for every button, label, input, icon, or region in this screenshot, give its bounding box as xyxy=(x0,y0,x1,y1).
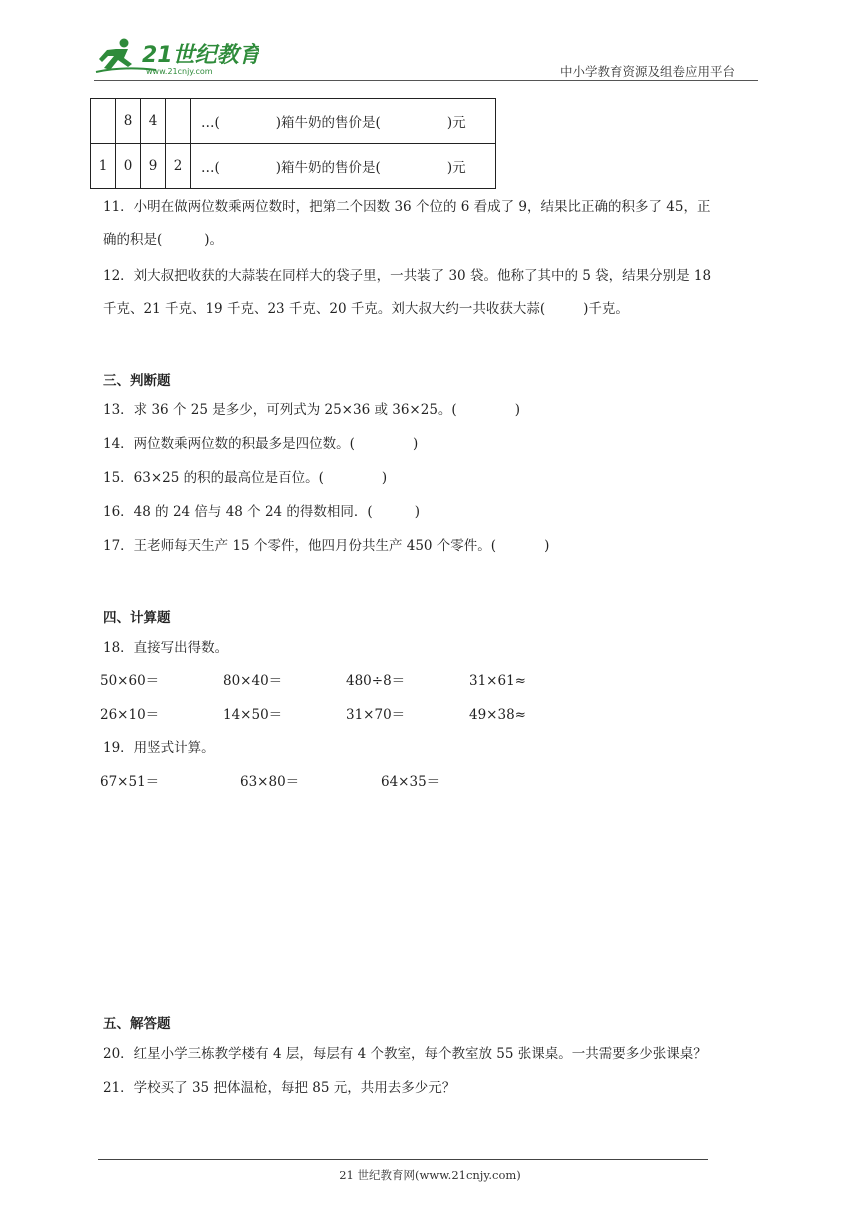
question-21: 21．学校买了 35 把体温枪，每把 85 元，共用去多少元？ xyxy=(103,1080,456,1096)
q16-text: 16．48 的 24 倍与 48 个 24 的得数相同．( xyxy=(103,504,373,520)
question-11-line2 xyxy=(103,234,223,248)
q14-text: 14．两位数乘两位数的积最多是四位数。( xyxy=(103,436,355,452)
calc-item: 31×61≈ xyxy=(469,673,526,689)
vertical-calc-item: 64×35＝ xyxy=(381,774,441,790)
vertical-calc-table xyxy=(90,98,496,189)
calc-item: 80×40＝ xyxy=(223,673,283,689)
digit-cell: 0 xyxy=(116,144,141,189)
logo-text: 21世纪教育 xyxy=(142,43,259,68)
question-19: 19．用竖式计算。 xyxy=(103,740,215,756)
section-3-title: 三、判断题 xyxy=(103,373,171,389)
question-18: 18．直接写出得数。 xyxy=(103,640,229,656)
digit-cell: 2 xyxy=(166,144,191,189)
answer-cell xyxy=(191,99,496,144)
platform-title: 中小学教育资源及组卷应用平台 xyxy=(560,64,736,79)
question-20: 20．红星小学三栋教学楼有 4 层，每层有 4 个教室，每个教室放 55 张课桌。一共需要多少张课桌？ xyxy=(103,1046,707,1062)
digit-cell: 8 xyxy=(116,99,141,144)
calc-item: 50×60＝ xyxy=(100,673,160,689)
calc-item: 31×70＝ xyxy=(346,707,406,723)
runner-logo-icon xyxy=(94,36,259,78)
q13-text: 13．求 36 个 25 是多少，可列式为 25×36 或 36×25。( xyxy=(103,402,457,418)
q15-text: 15．63×25 的积的最高位是百位。( xyxy=(103,470,324,486)
question-17 xyxy=(103,540,549,554)
section-4-title: 四、计算题 xyxy=(103,610,171,626)
question-13 xyxy=(103,404,520,418)
digit-cell xyxy=(166,99,191,144)
q15-paren: ) xyxy=(381,470,388,486)
q11-text-end: )。 xyxy=(204,232,224,248)
calc-item: 480÷8＝ xyxy=(346,673,406,689)
digit-cell: 4 xyxy=(141,99,166,144)
logo-url: www.21cnjy.com xyxy=(146,67,213,76)
q13-paren: ) xyxy=(514,402,520,418)
digit-cell: 9 xyxy=(141,144,166,189)
digit-cell xyxy=(91,99,116,144)
header-divider xyxy=(94,80,758,81)
q11-text: 确的积是( xyxy=(103,232,163,248)
calc-item: 26×10＝ xyxy=(100,707,160,723)
question-15 xyxy=(103,472,387,486)
cell-text-c: )元 xyxy=(446,160,466,176)
cell-text-b: )箱牛奶的售价是( xyxy=(275,160,381,176)
vertical-calc-item: 67×51＝ xyxy=(100,774,160,790)
vertical-calc-item: 63×80＝ xyxy=(240,774,300,790)
q16-paren: ) xyxy=(414,504,420,520)
question-14 xyxy=(103,438,418,452)
calc-item: 14×50＝ xyxy=(223,707,283,723)
footer-divider xyxy=(98,1159,708,1160)
q17-paren: ) xyxy=(544,538,550,554)
q12-text-end: )千克。 xyxy=(583,301,629,317)
digit-cell: 1 xyxy=(91,144,116,189)
question-16 xyxy=(103,506,420,520)
question-11-line1: 11．小明在做两位数乘两位数时，把第二个因数 36 个位的 6 看成了 9，结果比正确的积多了 45，正 xyxy=(103,199,711,215)
q17-text: 17．王老师每天生产 15 个零件，他四月份共生产 450 个零件。( xyxy=(103,538,497,554)
question-12-line1: 12．刘大叔把收获的大蒜装在同样大的袋子里，一共装了 30 袋。他称了其中的 5 袋，结果分别是 18 xyxy=(103,268,712,284)
cell-text-b: )箱牛奶的售价是( xyxy=(275,115,381,131)
cell-text-a: …( xyxy=(201,115,220,131)
footer-text: 21 世纪教育网(www.21cnjy.com) xyxy=(339,1168,521,1182)
table-row xyxy=(91,144,496,189)
section-5-title: 五、解答题 xyxy=(103,1016,171,1032)
logo xyxy=(94,36,259,78)
question-12-line2 xyxy=(103,303,629,317)
cell-text-c: )元 xyxy=(446,115,466,131)
answer-cell xyxy=(191,144,496,189)
table-row xyxy=(91,99,496,144)
q12-text: 千克、21 千克、19 千克、23 千克、20 千克。刘大叔大约一共收获大蒜( xyxy=(103,301,546,317)
calc-item: 49×38≈ xyxy=(469,707,526,723)
q14-paren: ) xyxy=(412,436,419,452)
cell-text-a: …( xyxy=(201,160,220,176)
